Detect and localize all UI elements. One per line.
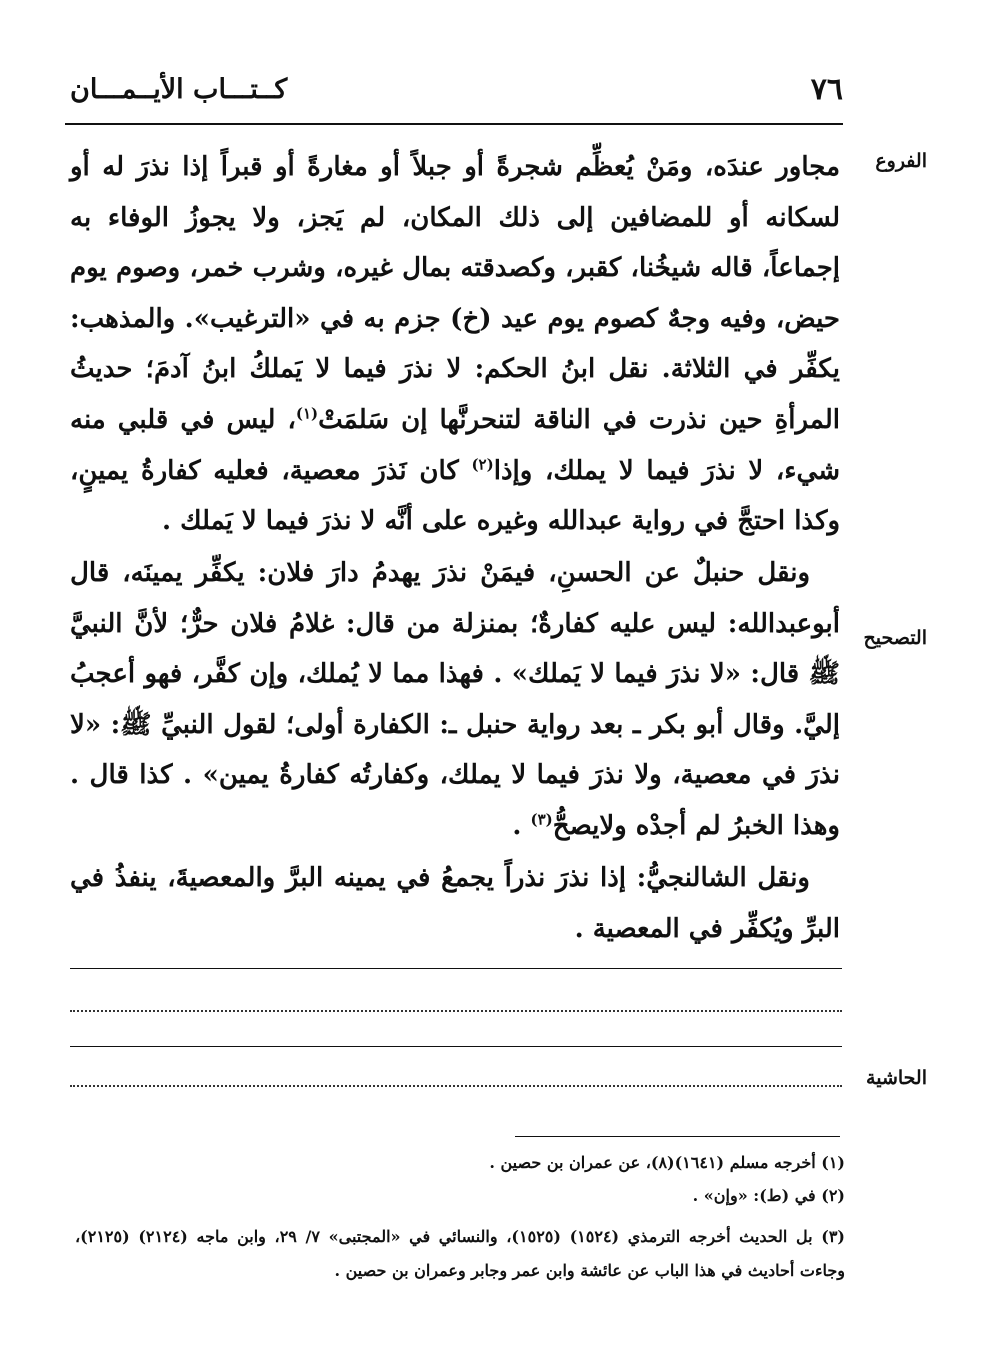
running-title: كــتـــاب الأيــمـــان [70,74,288,105]
side-label-tasheeh: التصحيح [863,627,927,649]
paragraph-2-text-a: ونقل حنبلٌ عن الحسنِ، فيمَنْ نذرَ يهدمُ دارَ فلان: يكفِّر يمينَه، قال أبوعبدالله: ليس عليه كفارةٌ؛ بمنزلة من قال: غلامُ فلان حرٌّ؛ لأنَّ النبيَّ ﷺ قال: «لا نذرَ فيما لا يَملك» . فهذا مما لا يُملك، وإن كفَّر، فهو أعجبُ إليَّ. وقال أبو بكر ـ بعد رواية حنبل ـ: الكفارة أولى؛ لقول النبيِّ ﷺ: «لا نذرَ في معصية، ولا نذرَ فيما لا يملك، وكفارتُه كفارةُ يمين» . كذا قال . وهذا الخبرُ لم أجدْه ولايصحُّ [70,558,840,841]
footnote-ref-1: (١) [295,404,319,423]
paragraph-2 [70,548,840,852]
footnote-3: (٣) بل الحديث أخرجه الترمذي (١٥٢٤) (١٥٢٥)، والنسائي في «المجتبى» ٧/ ٢٩، وابن ماجه (٢١٢٤) (٢١٢٥)، وجاءت أحاديث في هذا الباب عن عائشة وابن عمر وجابر وعمران بن حصين . [75,1227,845,1280]
side-label-foroo3: الفروع [875,150,927,172]
hashiya-rule-middle [70,1046,842,1047]
paragraph-3: ونقل الشالنجيُّ: إذا نذرَ نذراً يجمعُ في يمينه البرَّ والمعصيةَ، ينفذُ في البرِّ ويُكفِّر في المعصية . [70,863,840,944]
paragraph-2-text-b: . [512,810,531,841]
hashiya-dotted-line-1 [70,1010,842,1012]
side-label-hashiya: الحاشية [866,1067,927,1089]
footnote-ref-3: (٣) [530,810,553,829]
paragraph-1-text-a: مجاور عندَه، ومَنْ يُعظِّم شجرةً أو جبلاً أو مغارةً أو قبراً إذا نذرَ له أو لسكانه أو للمضافين إلى ذلك المكان، لم يَجز، ولا يجوزُ الوفاء به إجماعاً، قاله شيخُنا، كقبر، وكصدقته بمال غيره، وشرب خمر، وصوم يوم حيض، وفيه وجهٌ كصوم يوم عيد (خ) جزم به في «الترغيب». والمذهب: يكفِّر في الثلاثة. نقل ابنُ الحكم: لا نذرَ فيما لا يَملكُ ابنُ آدمَ؛ حديثُ المرأةِ حين نذرت في الناقة لتنحرنَّها إن سَلمَتْ [70,152,840,435]
footnote-rule [515,1136,840,1137]
hashiya-dotted-line-2 [70,1085,842,1087]
footnote-2: (٢) في (ط): «وإن» . [692,1186,845,1205]
header-rule [65,123,843,125]
paragraph-1 [70,142,840,547]
hashiya-rule-top [70,968,842,969]
paragraph-1-text-c: كان نَذرَ معصية، فعليه كفارةُ يمينٍ، وكذا احتجَّ في رواية عبدالله وغيره على أنَّه لا نذرَ فيما لا يَملك . [70,455,840,537]
page-number: ٧٦ [810,72,843,107]
footnote-1: (١) أخرجه مسلم (١٦٤١)(٨)، عن عمران بن حصين . [489,1153,845,1172]
footnote-ref-2: (٢) [471,454,494,473]
paragraph-1-text-b: ، ليس في قلبي منه شيء، لا نذرَ فيما لا يملك، وإذا [70,404,840,486]
